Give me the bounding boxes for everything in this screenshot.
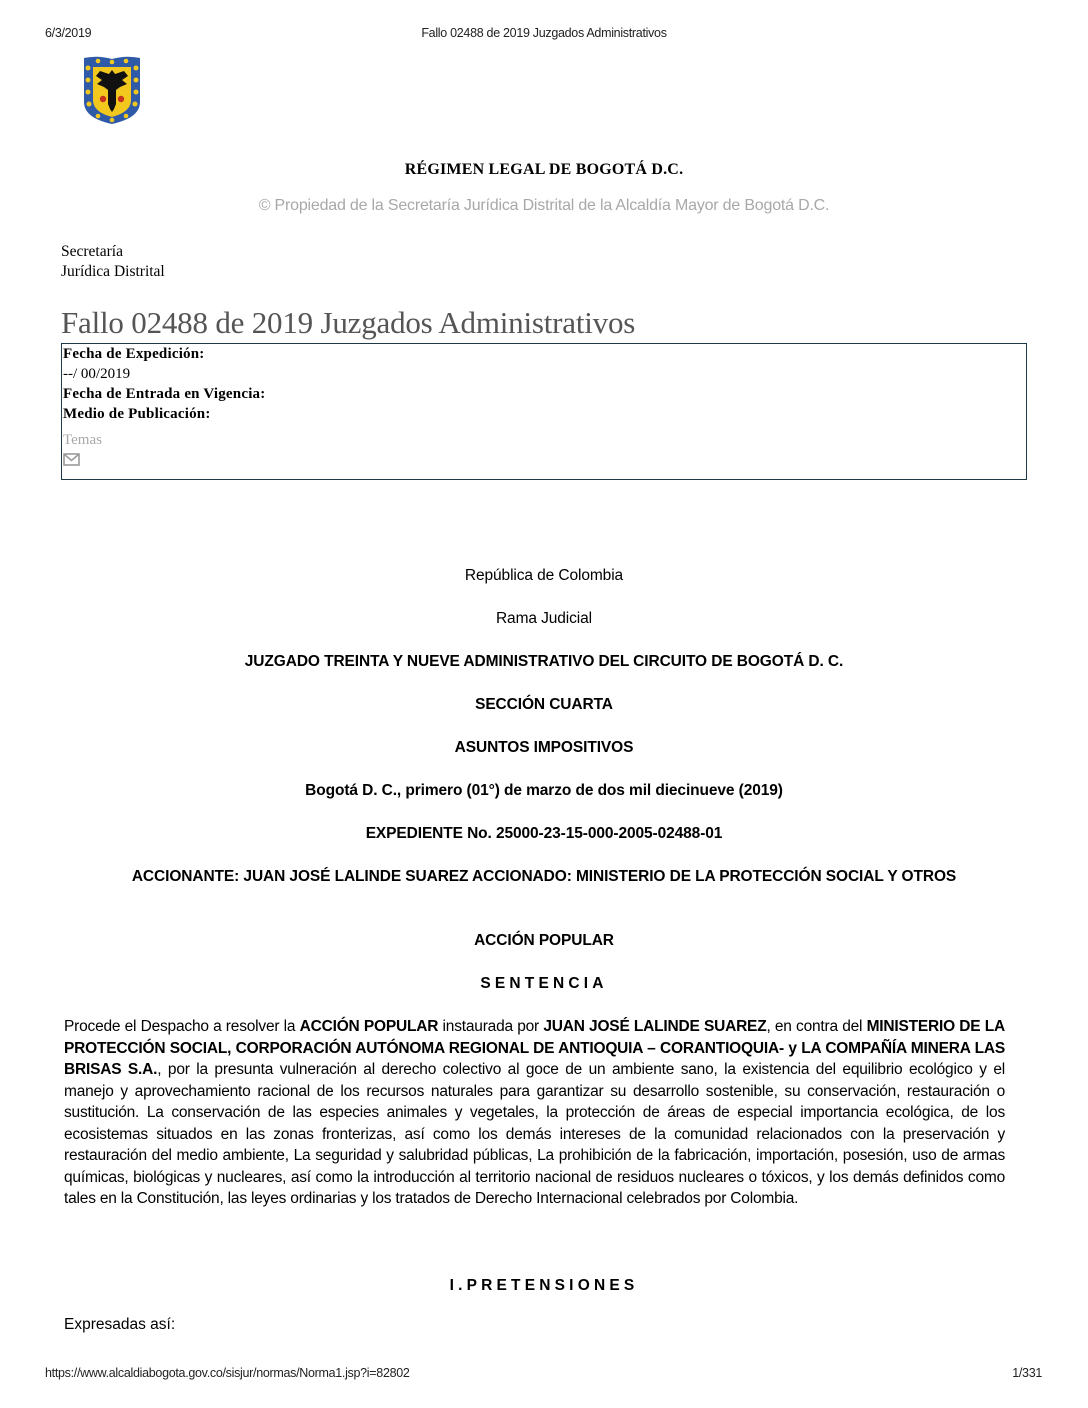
document-title: Fallo 02488 de 2019 Juzgados Administrativos (61, 305, 636, 340)
paragraph-text-2: instaurada por (438, 1018, 544, 1035)
paragraph-bold-3: MINISTERIO DE LA PROTECCIÓN SOCIAL, CORPORACIÓN AUTÓNOMA REGIONAL DE ANTIOQUIA – CORANTIOQUIA- y LA COMPAÑÍA MINERA LAS BRISAS S.A. (64, 1018, 1005, 1078)
secretaria-line-1: Secretaría (61, 243, 123, 260)
copyright-notice: © Propiedad de la Secretaría Jurídica Distrital de la Alcaldía Mayor de Bogotá D.C. (258, 197, 830, 214)
fecha-expedicion-value: --/ 00/2019 (63, 366, 131, 382)
secretaria-label (61, 242, 165, 282)
print-url: https://www.alcaldiabogota.gov.co/sisjur/normas/Norma1.jsp?i=82802 (45, 1366, 410, 1380)
paragraph-text-1: Procede el Despacho a resolver la (64, 1018, 300, 1035)
accion-popular-line: ACCIÓN POPULAR (474, 932, 614, 949)
fecha-expedicion-label: Fecha de Expedición: (63, 346, 205, 362)
paragraph-text-4: , por la presunta vulneración al derecho colectivo al goce de un ambiente sano, la existencia del equilibrio ecológico y el manejo y aprovechamiento racional de los recursos naturales para garantizar su desarrollo sostenible, su conservación, restauración o sustitución. La conservación de las especies animales y vegetales, la protección de áreas de especial importancia ecológica, de los ecosistemas situados en las zonas fronterizas, así como los demás intereses de la comunidad relacionados con la preservación y restauración del medio ambiente, La seguridad y salubridad públicas, La prohibición de la fabricación, importación, posesión, uso de armas químicas, biológicas y nucleares, así como la introducción al territorio nacional de residuos nucleares o tóxicos, y los demás definidos como tales en la Constitución, las leyes ordinarias y los tratados de Derecho Internacional celebrados por Colombia. (64, 1061, 1005, 1207)
republica-line: República de Colombia (464, 567, 624, 584)
paragraph-bold-1: ACCIÓN POPULAR (299, 1018, 439, 1035)
seccion-line: SECCIÓN CUARTA (475, 696, 613, 713)
sentencia-heading: SENTENCIA (480, 975, 608, 992)
juzgado-line: JUZGADO TREINTA Y NUEVE ADMINISTRATIVO DEL CIRCUITO DE BOGOTÁ D. C. (244, 653, 844, 670)
paragraph-text-3: , en contra del (766, 1018, 867, 1035)
print-date: 6/3/2019 (45, 26, 92, 40)
print-header (0, 26, 1088, 42)
body-paragraph (64, 1016, 1005, 1210)
pretensiones-heading: I.PRETENSIONES (449, 1277, 639, 1294)
expediente-line: EXPEDIENTE No. 25000-23-15-000-2005-02488-01 (365, 825, 723, 842)
medio-publicacion-label: Medio de Publicación: (63, 406, 211, 422)
fecha-line: Bogotá D. C., primero (01°) de marzo de dos mil diecinueve (2019) (305, 782, 783, 799)
bogota-coat-of-arms-icon (80, 54, 144, 126)
regimen-legal-title: RÉGIMEN LEGAL DE BOGOTÁ D.C. (404, 161, 684, 178)
print-page-number: 1/331 (1012, 1366, 1042, 1380)
rama-judicial-line: Rama Judicial (495, 610, 593, 627)
temas-link[interactable]: Temas (63, 432, 102, 448)
envelope-icon[interactable] (63, 453, 80, 466)
accionante-line: ACCIONANTE: JUAN JOSÉ LALINDE SUAREZ ACCIONADO: MINISTERIO DE LA PROTECCIÓN SOCIAL Y OTROS (131, 868, 957, 885)
fecha-vigencia-label: Fecha de Entrada en Vigencia: (63, 386, 266, 402)
paragraph-bold-2: JUAN JOSÉ LALINDE SUAREZ (543, 1018, 767, 1035)
document-metadata-box (61, 343, 1027, 480)
expresadas-text: Expresadas así: (64, 1316, 176, 1333)
secretaria-line-2: Jurídica Distrital (61, 263, 165, 280)
asuntos-line: ASUNTOS IMPOSITIVOS (454, 739, 634, 756)
print-page-title: Fallo 02488 de 2019 Juzgados Administrativos (421, 26, 667, 40)
